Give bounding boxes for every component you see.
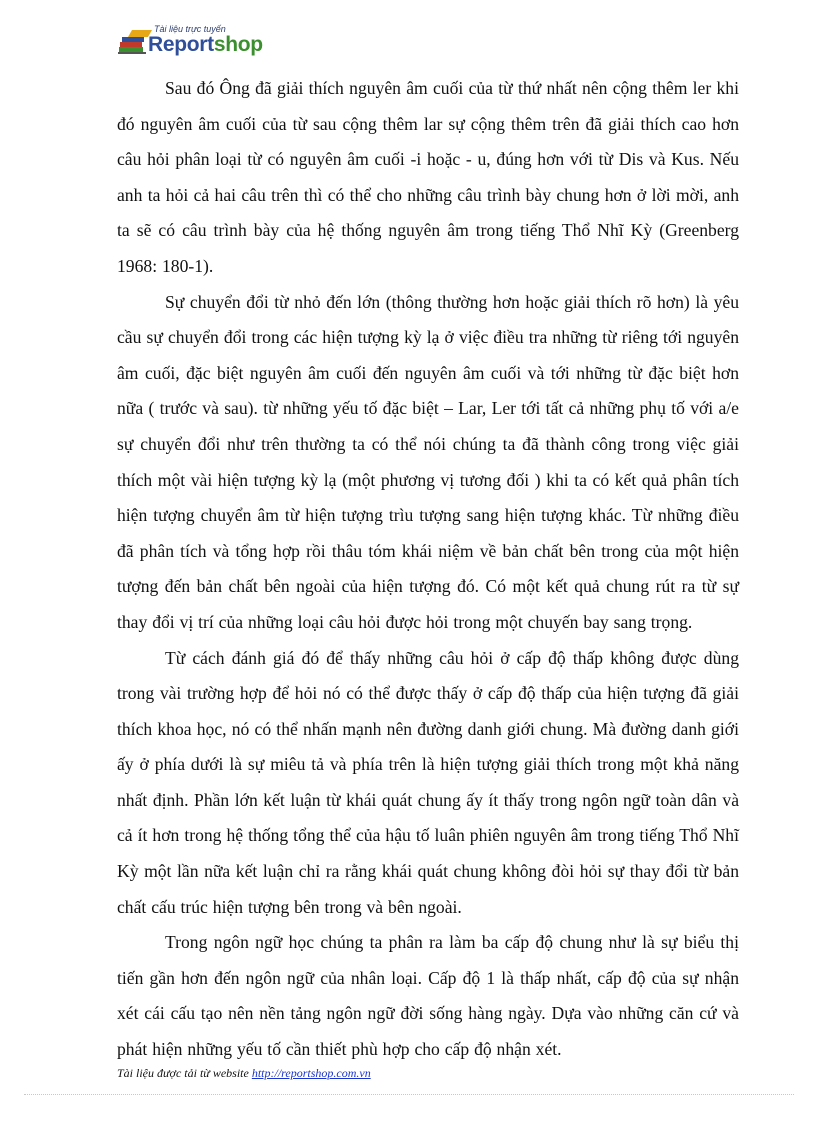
logo-brand-shop: shop	[213, 33, 263, 56]
document-body	[117, 71, 739, 1068]
page-bottom-divider	[24, 1094, 794, 1095]
paragraph: Trong ngôn ngữ học chúng ta phân ra làm ba cấp độ chung như là sự biểu thị tiến gần hơn đến ngôn ngữ của nhân loại. Cấp độ 1 là thấp nhất, cấp độ của sự nhận xét cái cấu tạo nên nền tảng ngôn ngữ đời sống hàng ngày. Dựa vào những căn cứ và phát hiện những yếu tố cần thiết phù hợp cho cấp độ nhận xét.	[117, 932, 739, 1060]
reportshop-logo[interactable]	[118, 22, 288, 60]
logo-brand-report: Report	[148, 33, 214, 56]
footer-text: Tài liệu được tải từ website	[117, 1066, 252, 1080]
logo-brand	[148, 33, 263, 57]
footer-website-link[interactable]: http://reportshop.com.vn	[251, 1066, 371, 1080]
page-footer	[117, 1066, 371, 1081]
paragraph: Từ cách đánh giá đó để thấy những câu hỏi ở cấp độ thấp không được dùng trong vài trường hợp để hỏi nó có thể được thấy ở cấp độ thấp của hiện tượng đã giải thích khoa học, nó có thể nhấn mạnh nên đường danh giới chung. Mà đường danh giới ấy ở phía dưới là sự miêu tả và phía trên là hiện tượng giải thích trong một khả năng nhất định. Phần lớn kết luận từ khái quát chung ấy ít thấy trong ngôn ngữ toàn dân và cả ít hơn trong hệ thống tổng thể của hậu tố luân phiên nguyên âm trong tiếng Thổ Nhĩ Kỳ một lần nữa kết luận chỉ ra rằng khái quát chung không đòi hỏi sự thay đổi từ bản chất cấu trúc hiện tượng bên trong và bên ngoài.	[117, 647, 739, 917]
paragraph: Sự chuyển đổi từ nhỏ đến lớn (thông thường hơn hoặc giải thích rõ hơn) là yêu cầu sự chuyển đổi trong các hiện tượng kỳ lạ ở việc điều tra những từ riêng tới nguyên âm cuối, đặc biệt nguyên âm cuối đến nguyên âm cuối và tới những từ đặc biệt hơn nữa ( trước và sau). từ những yếu tố đặc biệt – Lar, Ler tới tất cả những phụ tố với a/e sự chuyển đổi như trên thường ta có thể nói chúng ta đã thành công trong việc giải thích một vài hiện tượng kỳ lạ (một phương vị tương đối ) khi ta có kết quả phân tích hiện tượng chuyển âm từ hiện tượng trìu tượng sang hiện tượng khác. Từ những điều đã phân tích và tổng hợp rồi thâu tóm khái niệm về bản chất bên trong của một hiện tượng đến bản chất bên ngoài của hiện tượng đó. Có một kết quả chung rút ra từ sự thay đổi vị trí của những loại câu hỏi được hỏi trong một chuyến bay sang trọng.	[117, 291, 739, 632]
logo-tagline: Tài liệu trực tuyến	[154, 24, 226, 34]
paragraph: Sau đó Ông đã giải thích nguyên âm cuối của từ thứ nhất nên cộng thêm ler khi đó nguyên âm cuối của từ sau cộng thêm lar sự cộng thêm trên đã giải thích cao hơn câu hỏi phân loại từ có nguyên âm cuối -i hoặc - u, đúng hơn với từ Dis và Kus. Nếu anh ta hỏi cả hai câu trên thì có thể cho những câu trình bày chung hơn ở lời mời, anh ta sẽ có câu trình bày của hệ thống nguyên âm trong tiếng Thổ Nhĩ Kỳ (Greenberg 1968: 180-1).	[117, 78, 739, 276]
